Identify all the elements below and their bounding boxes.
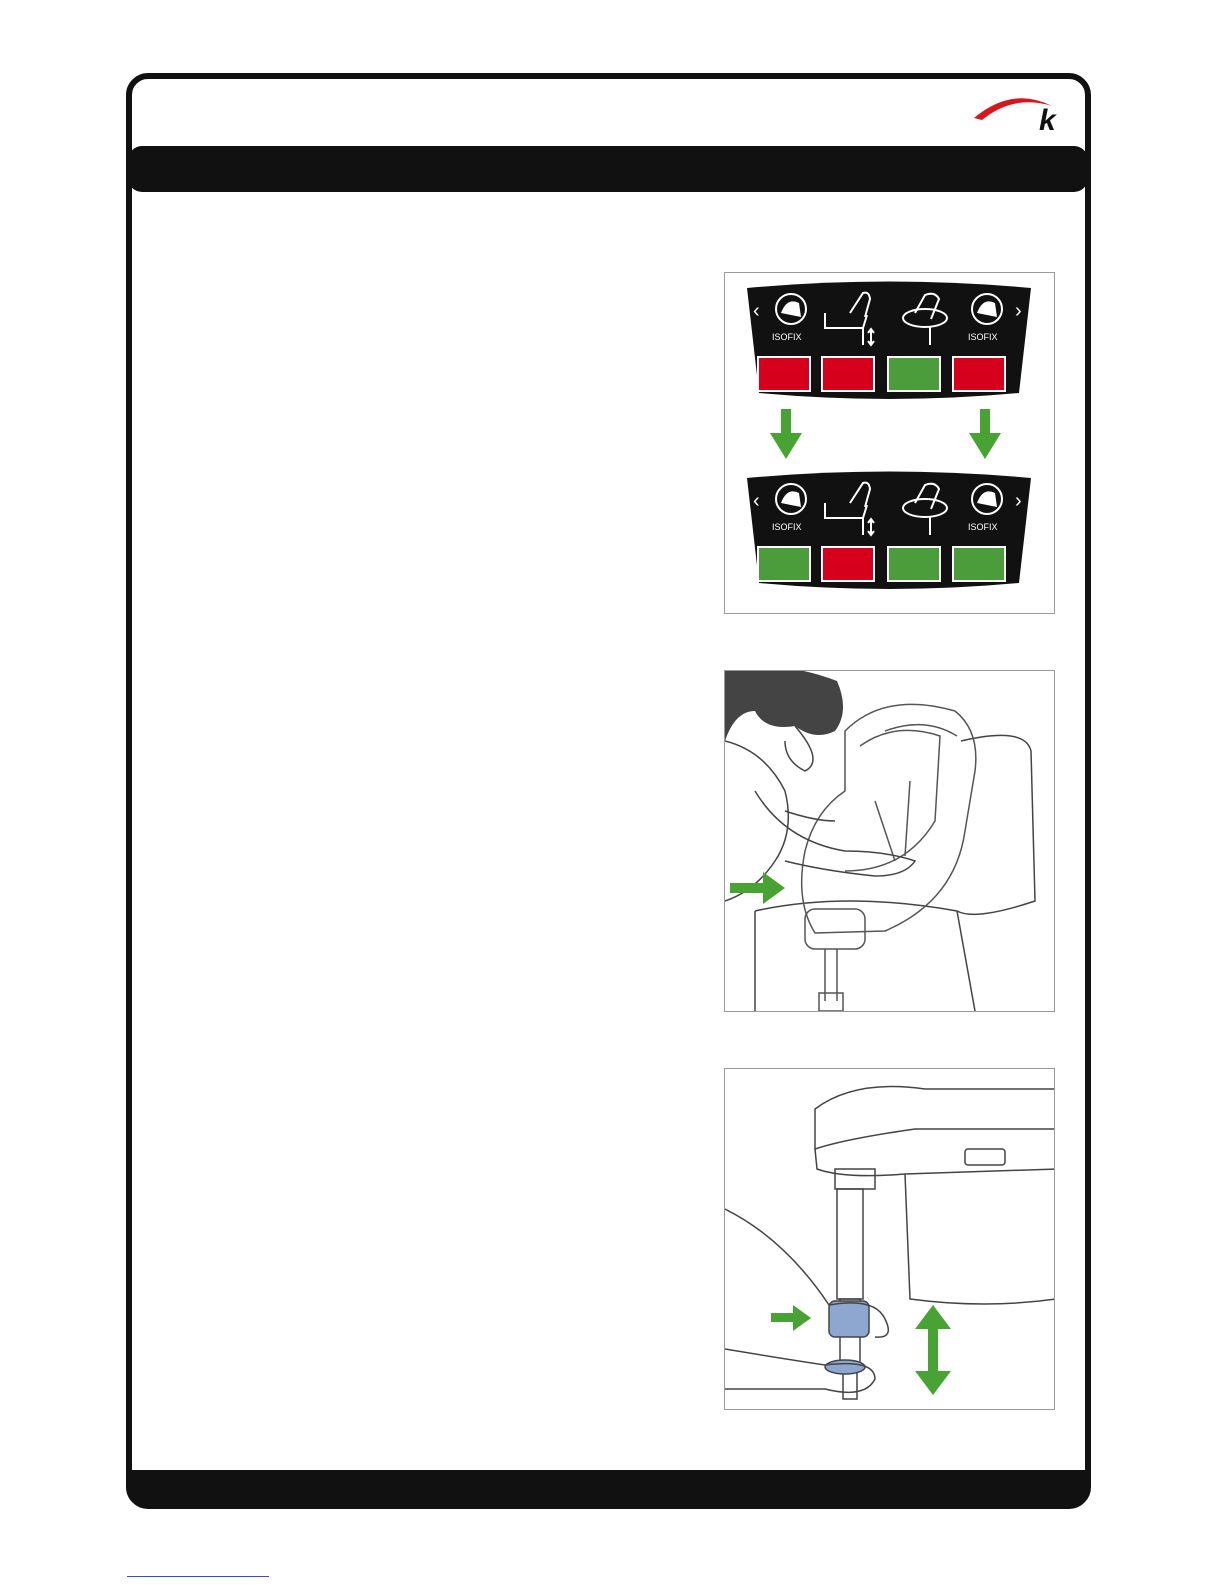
down-arrow-icon	[969, 409, 1001, 459]
status-light-support-leg	[822, 357, 874, 391]
indicator-figure	[724, 272, 1055, 614]
push-arrow-icon	[771, 1305, 811, 1331]
chevron-right-icon: ›	[1015, 490, 1022, 512]
chevron-left-icon: ‹	[753, 490, 760, 512]
chevron-left-icon: ‹	[753, 300, 760, 322]
push-arrow-icon	[730, 872, 785, 904]
svg-text:ISOFIX: ISOFIX	[968, 332, 998, 342]
status-light-support-leg	[822, 547, 874, 581]
svg-text:ISOFIX: ISOFIX	[968, 522, 998, 532]
svg-text:ISOFIX: ISOFIX	[772, 332, 802, 342]
status-light-isofix-left	[758, 547, 810, 581]
child-seat	[802, 704, 976, 1011]
up-down-arrow-icon	[915, 1305, 951, 1395]
indicator-panel-after	[747, 472, 1031, 590]
indicator-panel-before	[747, 282, 1031, 400]
seat-base	[815, 1087, 1055, 1305]
status-light-isofix-right	[953, 547, 1005, 581]
chevron-right-icon: ›	[1015, 300, 1022, 322]
down-arrow-icon	[770, 409, 802, 459]
install-illustration	[724, 670, 1055, 1012]
status-light-rotation	[888, 357, 940, 391]
status-light-isofix-left	[758, 357, 810, 391]
person	[725, 671, 915, 901]
brand-logo	[972, 90, 1068, 135]
support-leg-illustration	[724, 1068, 1055, 1410]
svg-text:ISOFIX: ISOFIX	[772, 522, 802, 532]
header-bar	[128, 146, 1088, 192]
leg-adjust-button	[829, 1301, 869, 1337]
status-light-rotation	[888, 547, 940, 581]
footer-bar	[128, 1470, 1088, 1506]
bottom-link-underline	[127, 1576, 269, 1577]
brand-logo-letter: k	[1039, 104, 1056, 135]
status-light-isofix-right	[953, 357, 1005, 391]
